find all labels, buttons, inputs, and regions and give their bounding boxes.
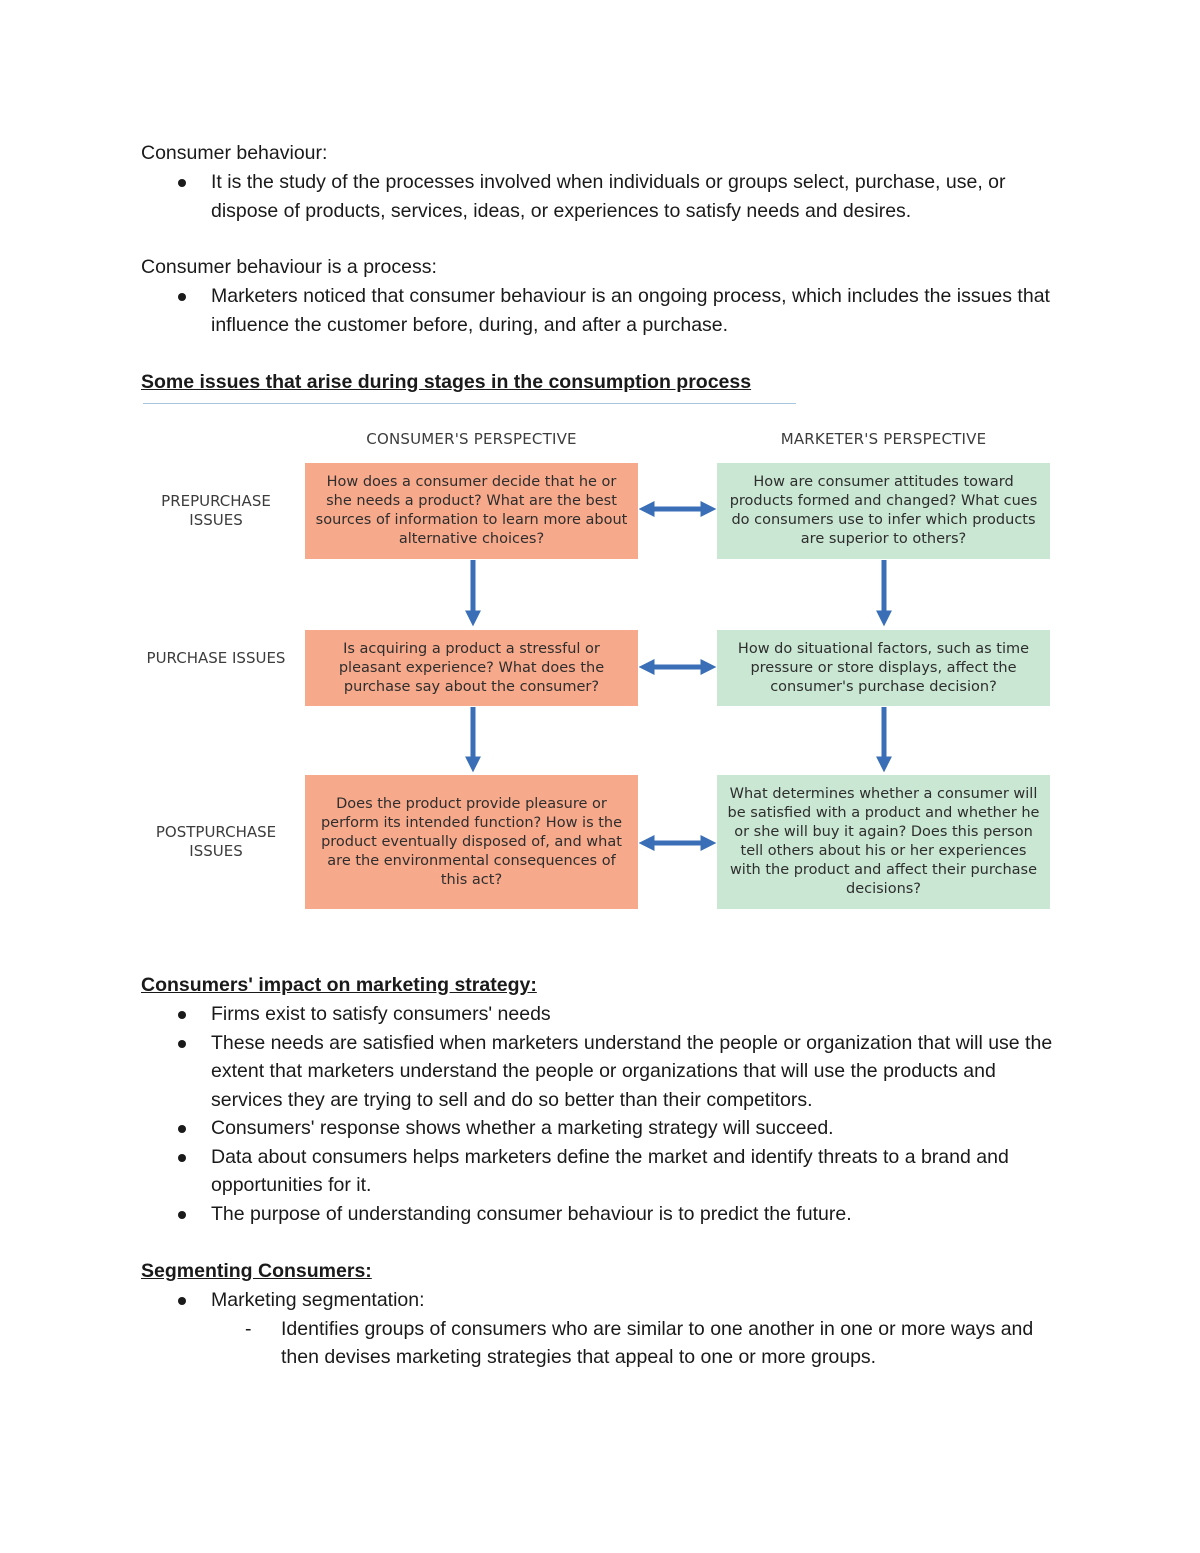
list-item [141,1000,1071,1029]
bullet-icon [178,1011,186,1019]
marketer-box-prepurchase: How are consumer attitudes toward products formed and changed? What cues do consumers use to infer which products are superior to others? [717,463,1050,559]
impact-heading: Consumers' impact on marketing strategy: [141,974,537,996]
impact-bullet-text: Data about consumers helps marketers define the market and identify threats to a brand and opportunities for it. [211,1145,1009,1196]
bullet-icon [178,1297,186,1305]
list-item [141,1114,1071,1143]
issues-heading: Some issues that arise during stages in the consumption process [141,371,752,393]
list-item [141,1143,1071,1200]
segmenting-bullet-text: Marketing segmentation: [211,1289,425,1311]
process-bullet-text: Marketers noticed that consumer behaviour is an ongoing process, which includes the issues that influence the customer before, during, and after a purchase. [211,285,1050,336]
impact-list [141,1000,1071,1228]
bullet-icon [178,293,186,301]
consumer-box-prepurchase: How does a consumer decide that he or she needs a product? What are the best sources of information to learn more about alternative choices? [305,463,638,559]
consumer-box-purchase: Is acquiring a product a stressful or pleasant experience? What does the purchase say about the consumer? [305,630,638,706]
heading-rule [143,403,796,404]
intro-list [141,168,1071,225]
marketer-box-purchase: How do situational factors, such as time pressure or store displays, affect the consumer's purchase decision? [717,630,1050,706]
list-item [141,1286,1071,1315]
row-label-purchase: PURCHASE ISSUES [146,649,286,667]
bullet-icon [178,1211,186,1219]
intro-bullet-text: It is the study of the processes involved when individuals or groups select, purchase, use, or dispose of products, services, ideas, or experiences to satisfy needs and desires. [211,171,1006,222]
dash-marker: - [245,1317,252,1340]
consumer-perspective-header: CONSUMER'S PERSPECTIVE [366,430,577,448]
consumer-box-postpurchase: Does the product provide pleasure or perform its intended function? How is the product eventually disposed of, and what are the environmental consequences of this act? [305,775,638,909]
list-item [141,168,1071,225]
bullet-icon [178,1154,186,1162]
row-label-prepurchase: PREPURCHASE ISSUES [161,492,271,529]
bullet-icon [178,1040,186,1048]
intro-title: Consumer behaviour: [141,142,328,164]
list-item [141,1200,1071,1229]
marketer-perspective-header: MARKETER'S PERSPECTIVE [780,430,987,448]
impact-bullet-text: These needs are satisfied when marketers understand the people or organization that will use the extent that marketers understand the people or organizations that will use the products and services they are trying to sell and do so better than their competitors. [211,1031,1053,1111]
segmenting-heading: Segmenting Consumers: [141,1260,372,1282]
bullet-icon [178,179,186,187]
list-item [141,1029,1071,1115]
process-list [141,282,1071,339]
impact-bullet-text: Consumers' response shows whether a marketing strategy will succeed. [211,1117,834,1139]
row-label-postpurchase: POSTPURCHASE ISSUES [155,823,277,860]
marketer-box-postpurchase: What determines whether a consumer will be satisfied with a product and whether he or she will buy it again? Does this person tell others about his or her experiences with the product and affect their purchase decisions? [717,775,1050,909]
diagram-arrows [140,420,1060,920]
impact-bullet-text: Firms exist to satisfy consumers' needs [211,1003,551,1025]
impact-bullet-text: The purpose of understanding consumer behaviour is to predict the future. [211,1202,852,1225]
list-item [141,1315,1071,1372]
segmenting-list [141,1286,1071,1372]
consumption-process-diagram [140,420,1060,920]
segmenting-sub-text: Identifies groups of consumers who are similar to one another in one or more ways and then devises marketing strategies that appeal to one or more groups. [281,1317,1034,1368]
list-item [141,282,1071,339]
bullet-icon [178,1125,186,1133]
process-title: Consumer behaviour is a process: [141,256,437,278]
